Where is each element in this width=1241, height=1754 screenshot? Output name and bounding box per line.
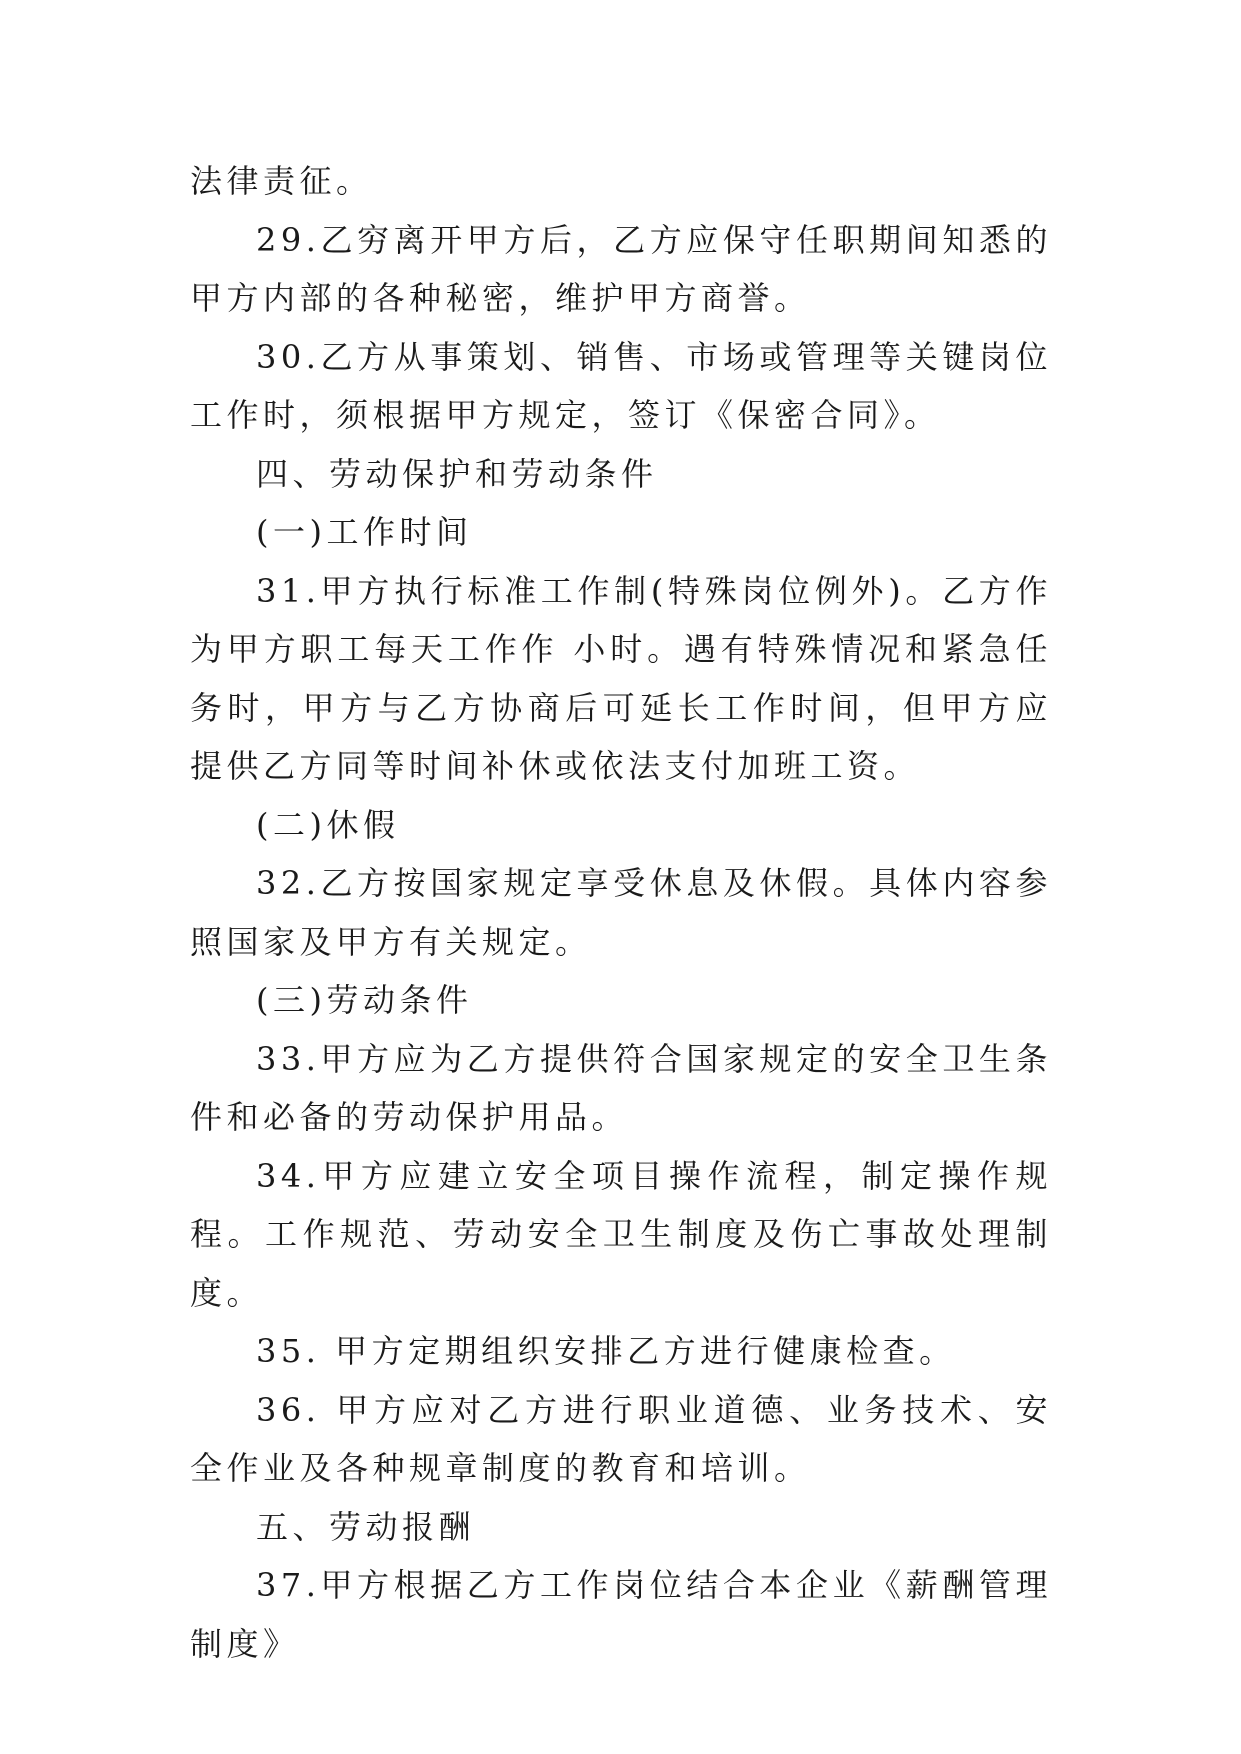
subsection-heading-conditions: (三)劳动条件 <box>256 981 473 1019</box>
clause-36: 36. 甲方应对乙方进行职业道德、业务技术、安全作业及各种规章制度的教育和培训。 <box>190 1390 1052 1487</box>
clause-35: 35. 甲方定期组织安排乙方进行健康检查。 <box>256 1332 956 1370</box>
paragraph-legal-liability: 法律责征。 <box>190 162 373 200</box>
clause-33: 33.甲方应为乙方提供符合国家规定的安全卫生条件和必备的劳动保护用品。 <box>190 1039 1052 1136</box>
subsection-heading-work-time: (一)工作时间 <box>256 513 473 551</box>
clause-30: 30.乙方从事策划、销售、市场或管理等关键岗位工作时，须根据甲方规定，签订《保密合同》。 <box>190 337 1052 434</box>
clause-34: 34.甲方应建立安全项目操作流程，制定操作规程。工作规范、劳动安全卫生制度及伤亡事故处理制度。 <box>190 1156 1052 1312</box>
subsection-heading-vacation: (二)休假 <box>256 805 400 844</box>
document-body <box>190 152 1052 1673</box>
clause-29: 29.乙穷离开甲方后，乙方应保守任职期间知悉的甲方内部的各种秘密，维护甲方商誉。 <box>190 220 1052 317</box>
clause-32: 32.乙方按国家规定享受休息及休假。具体内容参照国家及甲方有关规定。 <box>190 864 1052 961</box>
clause-31: 31.甲方执行标准工作制(特殊岗位例外)。乙方作为甲方职工每天工作作 小时。遇有特殊情况和紧急任务时，甲方与乙方协商后可延长工作时间，但甲方应提供乙方同等时间补休或依法支付加班工资。 <box>190 571 1052 785</box>
section-heading-4: 四、劳动保护和劳动条件 <box>256 454 658 493</box>
clause-37: 37.甲方根据乙方工作岗位结合本企业《薪酬管理制度》 <box>190 1566 1052 1663</box>
section-heading-5: 五、劳动报酬 <box>256 1507 476 1546</box>
